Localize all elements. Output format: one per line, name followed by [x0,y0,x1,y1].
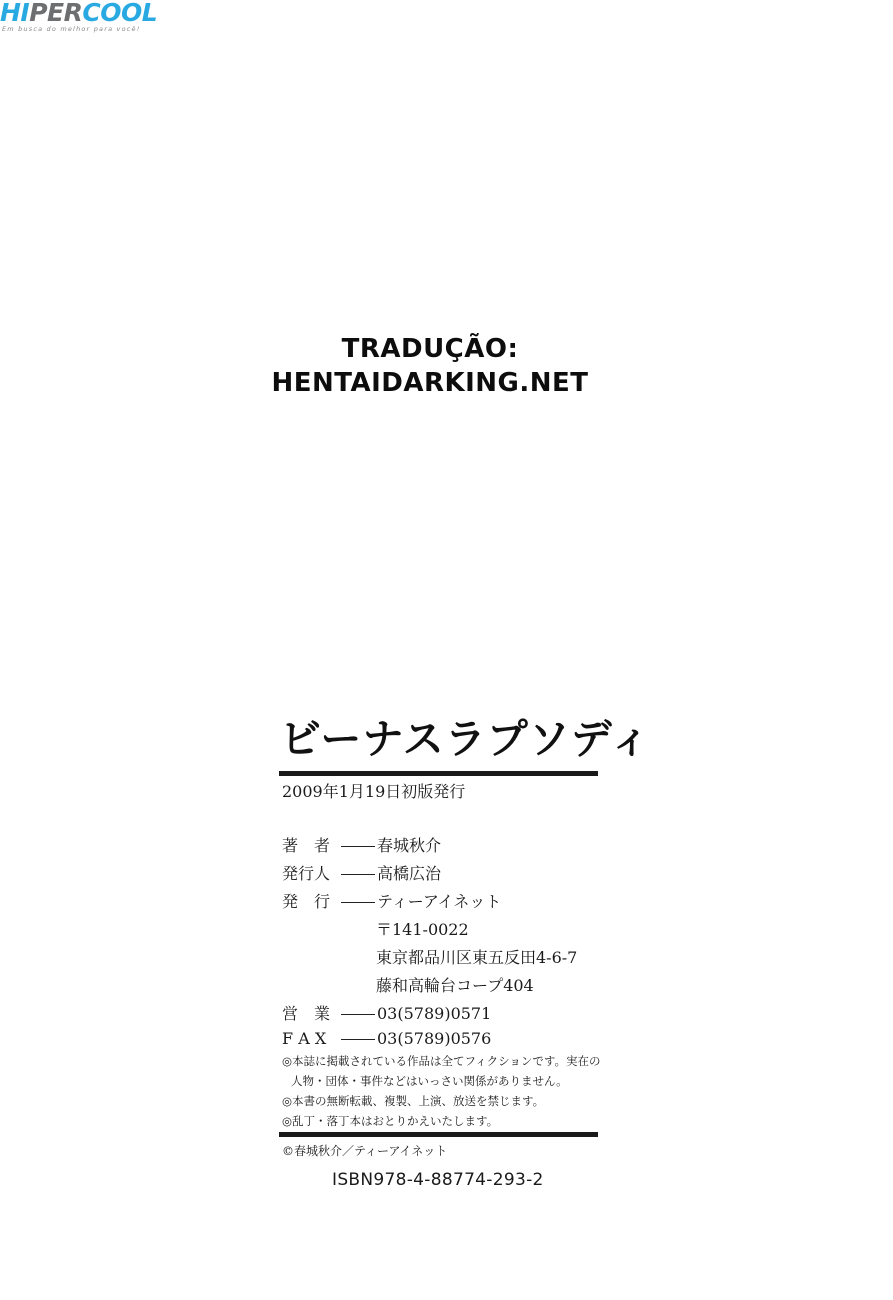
publication-date: 2009年1月19日初版発行 [282,782,466,801]
title-rule [279,771,598,776]
publisher-label: 発 行 [282,892,331,911]
address-line-2: 藤和高輪台コープ404 [376,976,534,995]
sales-row [282,1001,491,1024]
notice-line: 人物・団体・事件などはいっさい関係がありません。 [291,1074,568,1088]
publisher-person-label: 発行人 [282,864,331,883]
publisher-person-value: 高橋広治 [377,864,442,883]
publisher-value: ティーアイネット [377,892,502,911]
dash-rule [341,874,375,875]
isbn: ISBN978-4-88774-293-2 [332,1170,544,1190]
fax-number: 03(5789)0576 [377,1029,492,1048]
notice-line: ◎乱丁・落丁本はおとりかえいたします。 [282,1114,499,1128]
author-value: 春城秋介 [377,836,442,855]
logo-part-per: PER [29,0,83,27]
logo-wordmark [0,0,157,27]
sales-phone: 03(5789)0571 [377,1004,492,1023]
fax-label: F A X [282,1029,327,1048]
author-row [282,833,441,856]
copyright: ©春城秋介／ティーアイネット [282,1144,448,1158]
publisher-row [282,889,501,912]
address-line-1: 東京都品川区東五反田4-6-7 [376,948,578,967]
logo-part-cool: COOL [82,0,158,27]
dash-rule [341,846,375,847]
logo-part-hi: HI [0,0,30,27]
translation-credit-label: TRADUÇÃO: [341,334,519,364]
fax-row [282,1029,491,1048]
sales-label: 営 業 [282,1004,331,1023]
translation-credit-site: HENTAIDARKING.NET [271,368,589,398]
dash-rule [341,1039,375,1040]
notice-line: ◎本書の無断転載、複製、上演、放送を禁じます。 [282,1094,545,1108]
author-label: 著 者 [282,836,331,855]
hipercool-logo [0,0,170,36]
dash-rule [341,902,375,903]
book-title: ビーナスラプソディ [280,715,652,763]
footer-rule [279,1132,598,1137]
notice-line: ◎本誌に掲載されている作品は全てフィクションです。実在の [282,1054,601,1068]
logo-tagline: Em busca do melhor para você! [2,25,141,33]
dash-rule [341,1014,375,1015]
postal-code: 〒141-0022 [376,920,469,939]
publisher-person-row [282,861,441,884]
